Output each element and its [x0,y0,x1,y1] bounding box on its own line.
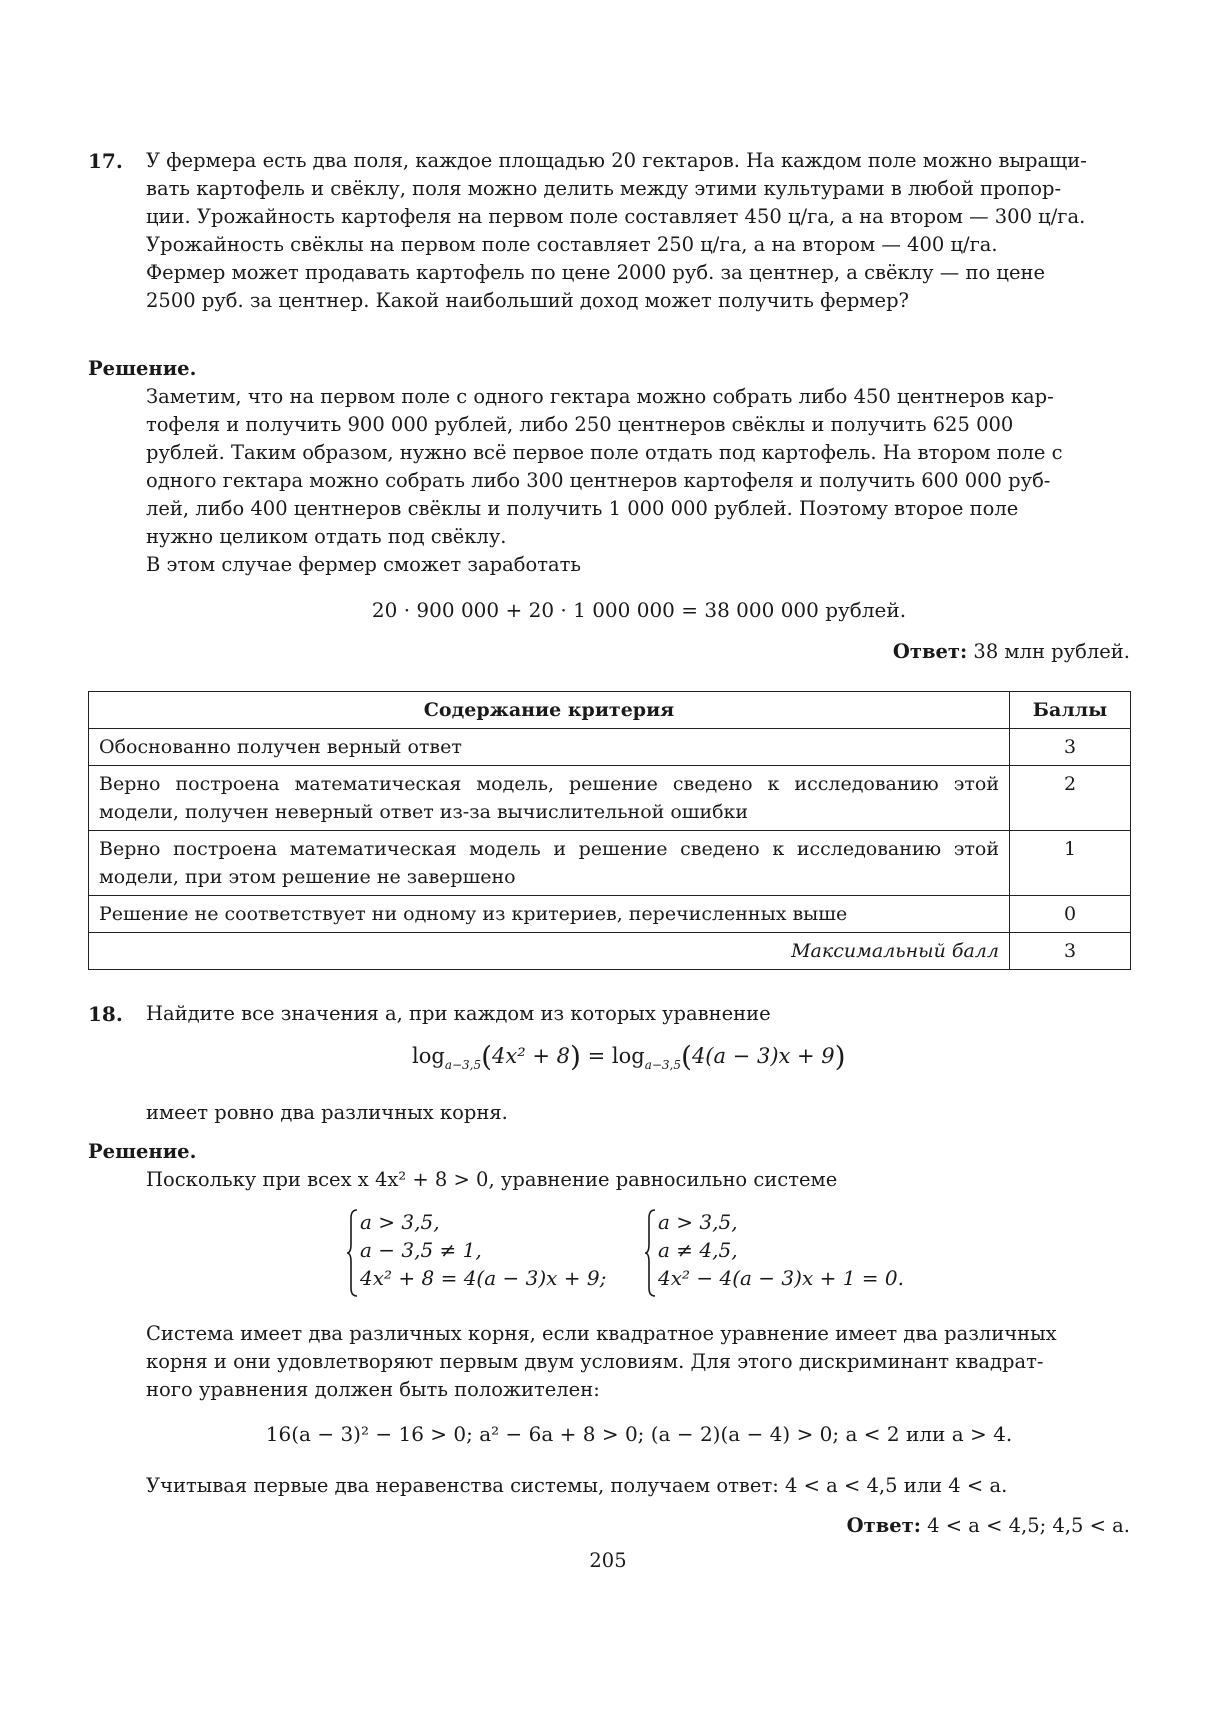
log-rhs: $\log_{a-3,5}(4(a - 3)x + 9)$ [611,1040,846,1073]
solution-heading-18: Решение. [88,1140,197,1163]
system-line: a − 3,5 ≠ 1, [360,1238,482,1262]
statement-line: У фермера есть два поля, каждое площадью 20 гектаров. На каждом поле можно выращи- [146,149,1087,172]
solution-17-text [146,383,1132,579]
problem-17-statement [146,147,1132,315]
discriminant-line: корня и они удовлетворяют первым двум условиям. Для этого дискриминант квадрат- [146,1350,1044,1373]
answer-label: Ответ: [892,640,968,663]
solution-line: лей, либо 400 центнеров свёклы и получить 1 000 000 рублей. Поэтому второе поле [146,497,1019,520]
system-line: a > 3,5, [658,1210,738,1234]
criterion-text: Верно построена математическая модель и решение сведено к исследованию этой модели, при этом решение не завершено [89,831,1010,896]
statement-line: Фермер может продавать картофель по цене 2000 руб. за центнер, а свёклу — по цене [146,261,1046,284]
inequality-chain: 16(a − 3)² − 16 > 0; a² − 6a + 8 > 0; (a − 2)(a − 4) > 0; a < 2 или a > 4. [265,1422,1013,1446]
lhs-arg: 4x² + 8 [492,1044,570,1068]
criterion-score: 1 [1010,831,1131,896]
table-row [89,896,1131,933]
solution-line: рублей. Таким образом, нужно всё первое поле отдать под картофель. На втором поле с [146,441,1063,464]
solution-line: тофеля и получить 900 000 рублей, либо 250 центнеров свёклы и получить 625 000 [146,413,1014,436]
solution-line: нужно целиком отдать под свёклу. [146,525,507,548]
problem-18-statement: Найдите все значения a, при каждом из которых уравнение [146,1002,771,1025]
answer-value: 38 млн рублей. [973,640,1130,663]
answer-18 [847,1512,1130,1540]
discriminant-text [146,1320,1132,1404]
max-label: Максимальный балл [89,933,1010,970]
solution-18-intro: Поскольку при всех x 4x² + 8 > 0, уравнение равносильно системе [146,1168,838,1191]
discriminant-line: Система имеет два различных корня, если квадратное уравнение имеет два различных [146,1322,1057,1345]
table-row [89,729,1131,766]
system-left [346,1208,606,1292]
log-text: log [412,1044,445,1068]
header-criterion: Содержание критерия [89,692,1010,729]
statement-line: 2500 руб. за центнер. Какой наибольший доход может получить фермер? [146,289,910,312]
criterion-text: Решение не соответствует ни одному из критериев, перечисленных выше [89,896,1010,933]
log-base: a−3,5 [644,1058,681,1072]
criteria-table [88,691,1131,970]
criterion-text: Верно построена математическая модель, решение сведено к исследованию этой модели, получен неверный ответ из-за вычислительной ошибки [89,766,1010,831]
system-line: a > 3,5, [360,1210,440,1234]
system-line: 4x² + 8 = 4(a − 3)x + 9; [360,1266,607,1290]
criterion-score: 3 [1010,729,1131,766]
table-row [89,766,1131,831]
max-score: 3 [1010,933,1131,970]
criterion-score: 2 [1010,766,1131,831]
solution-heading-17: Решение. [88,357,197,380]
page-number: 205 [589,1549,627,1572]
formula-17: 20 · 900 000 + 20 · 1 000 000 = 38 000 000 рублей. [371,598,907,622]
discriminant-line: ного уравнения должен быть положителен: [146,1378,600,1401]
criterion-text: Обоснованно получен верный ответ [89,729,1010,766]
table-row [89,831,1131,896]
solution-line: Заметим, что на первом поле с одного гектара можно собрать либо 450 центнеров кар- [146,385,1054,408]
system-line: a ≠ 4,5, [658,1238,738,1262]
problem-18-statement-tail: имеет ровно два различных корня. [146,1101,508,1124]
problem-18-number: 18. [88,1002,123,1026]
criterion-score: 0 [1010,896,1131,933]
log-base: a−3,5 [444,1058,482,1072]
system-line: 4x² − 4(a − 3)x + 1 = 0. [658,1266,904,1290]
system-right [644,1208,904,1292]
answer-value: 4 < a < 4,5; 4,5 < a. [927,1514,1130,1537]
statement-line: Урожайность свёклы на первом поле составляет 250 ц/га, а на втором — 400 ц/га. [146,233,998,256]
solution-line: одного гектара можно собрать либо 300 центнеров картофеля и получить 600 000 руб- [146,469,1051,492]
rhs-arg: 4(a − 3)x + 9 [691,1044,835,1068]
answer-17 [893,638,1130,666]
log-text: log [611,1044,645,1068]
header-score: Баллы [1010,692,1131,729]
brace-icon [346,1208,360,1298]
table-max-row [89,933,1131,970]
answer-label: Ответ: [846,1514,921,1537]
log-equation: $\log_{a-3,5}(4x^2 + 8) = \log_{a-3,5}(4(a - 3)x + 9)$ [412,1040,846,1073]
statement-line: вать картофель и свёклу, поля можно делить между этими культурами в любой пропор- [146,177,1062,200]
log-lhs: $\log_{a-3,5}(4x^2 + 8)$ [412,1040,581,1073]
brace-icon [644,1208,658,1298]
statement-line: ции. Урожайность картофеля на первом поле составляет 450 ц/га, а на втором — 300 ц/га. [146,205,1086,228]
earn-line: В этом случае фермер сможет заработать [146,553,582,576]
table-header-row [89,692,1131,729]
conclusion-18: Учитывая первые два неравенства системы, получаем ответ: 4 < a < 4,5 или 4 < a. [146,1474,1008,1497]
problem-17-number: 17. [88,149,123,173]
